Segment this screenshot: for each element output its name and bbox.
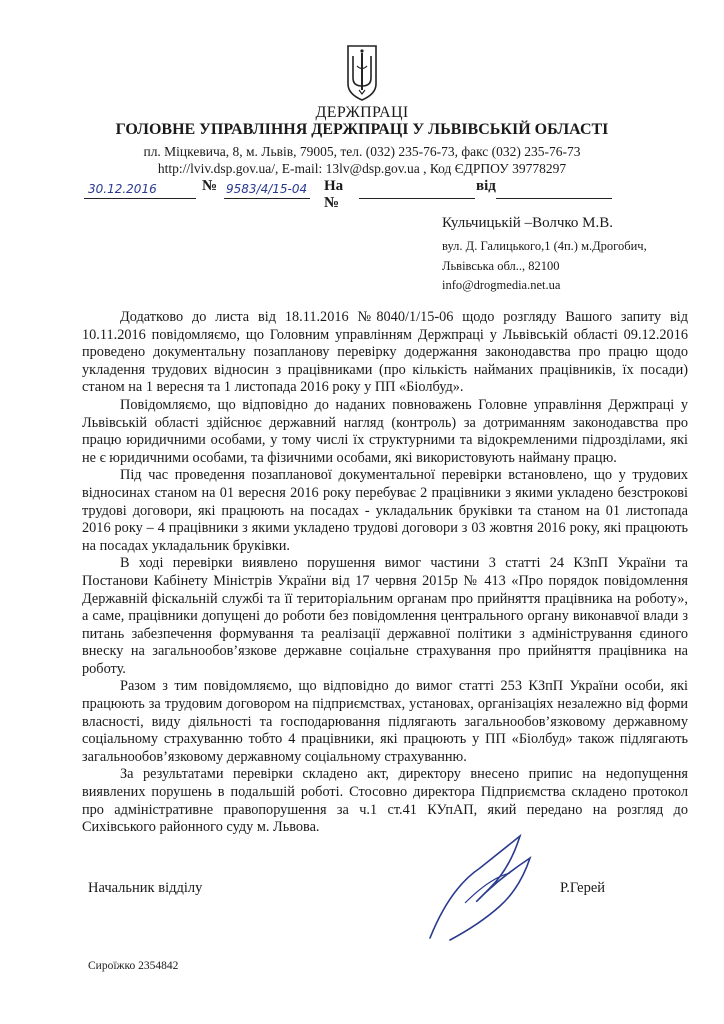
reply-to-number-field <box>359 180 475 199</box>
org-short-name: ДЕРЖПРАЦІ <box>315 104 409 121</box>
signatory-title: Начальник відділу <box>88 880 203 896</box>
body-paragraph: За результатами перевірки складено акт, директору внесено припис на недопущення виявлених порушень в подальшій роботі. Стосовно директора Підприємства складено протокол про адміністративне правопорушення за ч.1 ст.41 КУпАП, який передано на розгляд до Сихівського районного суду м. Львова. <box>82 766 688 836</box>
outgoing-number-field <box>224 180 310 199</box>
body-paragraph: Повідомляємо, що відповідно до наданих повноважень Головне управління Держпраці у Львівській області здійснює державний нагляд (контроль) за дотриманням законодавства про працю юридичними особами, у тому числі їх структурними та відокремленими підрозділами, які не є юридичними особами, та фізичними особами, які використовують найману працю. <box>82 396 688 466</box>
org-contacts: http://lviv.dsp.gov.ua/, E-mail: 13lv@dsp.gov.ua , Код ЄДРПОУ 39778297 <box>157 161 567 176</box>
signatory-name: Р.Герей <box>560 880 606 896</box>
reply-to-label: На № <box>324 178 344 211</box>
recipient-name: Кульчицькій –Волчко М.В. <box>442 215 614 231</box>
body-paragraph: Додатково до листа від 18.11.2016 №8040/1/15-06 щодо розгляду Вашого запиту від 10.11.2016 повідомляємо, що Головним управлінням Держпраці у Львівській області 09.12.2016 проведено документальну позапланову перевірку додержання законодавства про працю щодо укладення трудових відносин з працівниками (про кількість найманих працівників, їх посади) станом на 1 вересня та 1 листопада 2016 року у ПП «Біолбуд». <box>82 309 688 396</box>
org-full-name: ГОЛОВНЕ УПРАВЛІННЯ ДЕРЖПРАЦІ У ЛЬВІВСЬКІЙ ОБЛАСТІ <box>115 121 609 138</box>
recipient-address-line: Львівська обл.., 82100 <box>442 259 560 273</box>
handwritten-signature <box>410 828 550 948</box>
reply-date-field <box>496 180 612 199</box>
outgoing-number: 9583/4/15-04 <box>226 182 308 196</box>
outgoing-number-label: № <box>202 178 218 194</box>
recipient-email: info@drogmedia.net.ua <box>442 278 561 292</box>
executor-info: Сироїжко 2354842 <box>88 960 179 972</box>
outgoing-date-field <box>84 180 196 199</box>
reply-date-label: від <box>476 178 496 194</box>
outgoing-date: 30.12.2016 <box>88 182 157 196</box>
recipient-address-line: вул. Д. Галицького,1 (4п.) м.Дрогобич, <box>442 239 647 253</box>
body-paragraph: В ході перевірки виявлено порушення вимог частини 3 статті 24 КЗпП України та Постанови Кабінету Міністрів України від 17 червня 2015р № 413 «Про порядок повідомлення Державній фіскальній службі та її територіальним органам про прийняття працівника на роботу», а саме, працівники допущені до роботи без повідомлення центрального органу виконавчої влади з питань забезпечення формування та реалізації державної політики з адміністрування єдиного внеску на загальнообов’язкове державне соціальне страхування про прийняття працівника на роботу. <box>82 555 688 677</box>
letter-body <box>82 309 688 837</box>
org-address: пл. Міцкевича, 8, м. Львів, 79005, тел. (032) 235-76-73, факс (032) 235-76-73 <box>143 144 581 159</box>
body-paragraph: Разом з тим повідомляємо, що відповідно до вимог статті 253 КЗпП України особи, які працюють за трудовим договором на підприємствах, установах, організаціях незалежно від форми власності, виду діяльності та господарювання підлягають загальнообов’язковому державному соціальному страхуванню тобто 4 працівники, які працюють у ПП «Біолбуд» також підлягають загальнообов’язковому державному соціальному страхуванню. <box>82 678 688 765</box>
body-paragraph: Під час проведення позапланової документальної перевірки встановлено, що у трудових відносинах станом на 01 вересня 2016 року перебуває 2 працівники з якими укладено безстрокові трудові договори, які працюють на посадах - укладальник бруківки та станом на 01 листопада 2016 року – 4 працівники з якими укладено трудові договори з 03 жовтня 2016 року, які працюють на посадах укладальник бруківки. <box>82 467 688 554</box>
trident-emblem-icon <box>345 44 379 102</box>
